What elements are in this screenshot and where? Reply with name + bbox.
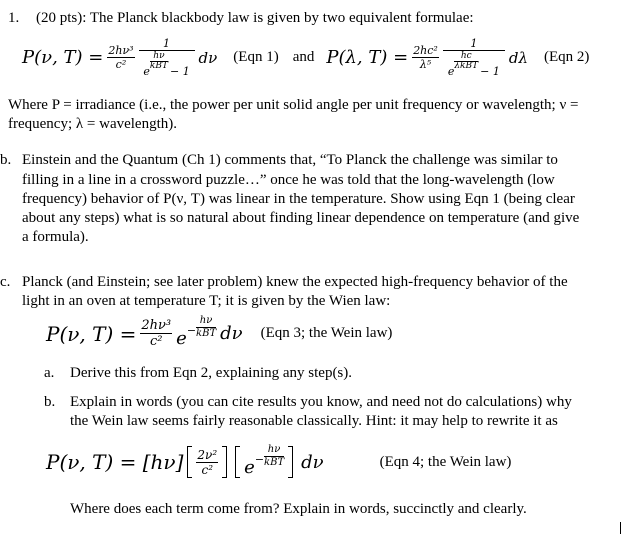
part-b-line-1: Einstein and the Quantum (Ch 1) comments that, “To Planck the challenge was similar to (22, 152, 558, 168)
eqn2-lhs: P(λ, T) = (326, 47, 409, 68)
eqn3-exp-den: kBT (196, 328, 217, 339)
sub-a-text: Derive this from Eqn 2, explaining any step(s). (70, 365, 353, 381)
eqn3-minus-sign: − (186, 324, 197, 337)
eqn4-exp-den: kBT (264, 456, 285, 468)
eqn2-exp-base: e (447, 65, 455, 78)
eqn4-row (46, 443, 512, 478)
eqn2-exponent (454, 52, 478, 71)
eqn1-differential: dν (198, 48, 218, 67)
eqn4-exp-num: hν (267, 443, 281, 455)
eqn4-label: (Eqn 4; the Wein law) (379, 453, 512, 470)
eqn3-lhs: P(ν, T) = (46, 321, 137, 346)
eqn4-exponent (264, 445, 284, 468)
final-question: Where does each term come from? Explain in words, succinctly and clearly. (70, 501, 527, 517)
sub-a-letter: a. (44, 365, 55, 381)
eqn1-prefactor-num: 2hν³ (108, 44, 134, 57)
eqn4-differential: dν (301, 451, 324, 473)
eqn4-minus-sign: − (254, 452, 265, 466)
eqn1-exponent (150, 52, 168, 71)
eqn3-exponent (196, 316, 216, 339)
eqn2-minus-one: − 1 (480, 65, 500, 78)
eqn2-label: (Eqn 2) (543, 49, 590, 65)
eqn2-prefactor-num: 2hc² (413, 44, 438, 57)
eqn3-label: (Eqn 3; the Wein law) (260, 325, 393, 341)
planck-equations-row (22, 38, 589, 77)
question-number: 1. (8, 10, 20, 26)
eqn4-left-bracket-2 (235, 446, 240, 478)
part-b-line-3: frequency) behavior of P(ν, T) was linear in the temperature. Show using Eqn 1 (being clear (22, 191, 575, 207)
part-c-line-2: light in an oven at temperature T; it is given by the Wien law: (22, 293, 391, 309)
eqn1-prefactor (107, 45, 134, 70)
eqn4-exponential (244, 443, 285, 478)
eqn3-differential: dν (220, 323, 243, 344)
eqn2-exp-den: λkBT (454, 61, 479, 71)
part-b-letter: b. (0, 152, 12, 168)
eqn3-prefactor (140, 319, 172, 348)
where-line-1: Where P = irradiance (i.e., the power per unit solid angle per unit frequency or wavelength; ν = (8, 97, 579, 113)
eqn2-differential: dλ (508, 48, 528, 67)
eqn3-prefactor-num: 2hν³ (141, 318, 172, 333)
eqn3-prefactor-den: c² (150, 334, 163, 349)
question-header: (20 pts): The Planck blackbody law is given by two equivalent formulae: (36, 10, 474, 26)
eqn3-base: e (176, 328, 187, 349)
eqn1-minus-one: − 1 (169, 65, 190, 78)
eqn4-left-bracket-1 (187, 446, 192, 478)
eqn1-lhs: P(ν, T) = (22, 47, 104, 68)
eqn4-right-bracket-2 (288, 446, 293, 478)
sub-b-line-2: the Wein law seems fairly reasonable classically. Hint: it may help to rewrite it as (70, 413, 558, 429)
eqn1-exp-num: hν (153, 51, 165, 61)
eqn2-prefactor (412, 45, 439, 70)
eqn4-base: e (244, 456, 255, 478)
eqn1-one: 1 (163, 37, 171, 50)
eqn2-exp-num: hc (460, 51, 472, 61)
eqn1-bose-factor (139, 38, 195, 77)
eqn1-exp-base: e (143, 65, 150, 78)
eqn4-right-bracket-1 (222, 446, 227, 478)
eqn1-label: (Eqn 1) (233, 49, 279, 65)
part-c-line-1: Planck (and Einstein; see later problem) knew the expected high-frequency behavior of the (22, 274, 568, 290)
eqn1-exp-den: kBT (149, 61, 168, 71)
sub-b-letter: b. (44, 394, 56, 410)
eqn3-exponential (176, 315, 217, 349)
eqn2-bose-factor (443, 38, 505, 77)
eqn4-mode-density (196, 449, 218, 476)
and-word: and (292, 49, 315, 65)
eqn4-lhs: P(ν, T) = [hν] (46, 450, 184, 474)
eqn2-one: 1 (470, 37, 478, 50)
eqn2-prefactor-den: λ⁵ (419, 58, 432, 71)
eqn3-row (46, 315, 393, 349)
part-b-line-4: about any steps) what is so natural about finding linear dependence on temperature (and give (22, 210, 580, 226)
part-c-letter: c. (0, 274, 11, 290)
part-b-line-5: a formula). (22, 229, 89, 245)
sub-b-line-1: Explain in words (you can cite results you know, and need not do calculations) why (70, 394, 572, 410)
eqn3-exp-num: hν (199, 315, 213, 326)
part-b-line-2: filling in a line in a crossword puzzle…” once he was told that the long-wavelength (low (22, 172, 555, 188)
eqn4-num: 2ν² (197, 447, 218, 462)
text-cursor (620, 522, 621, 534)
eqn4-den: c² (201, 462, 214, 477)
eqn1-prefactor-den: c² (115, 58, 127, 71)
where-line-2: frequency; λ = wavelength). (8, 116, 177, 132)
